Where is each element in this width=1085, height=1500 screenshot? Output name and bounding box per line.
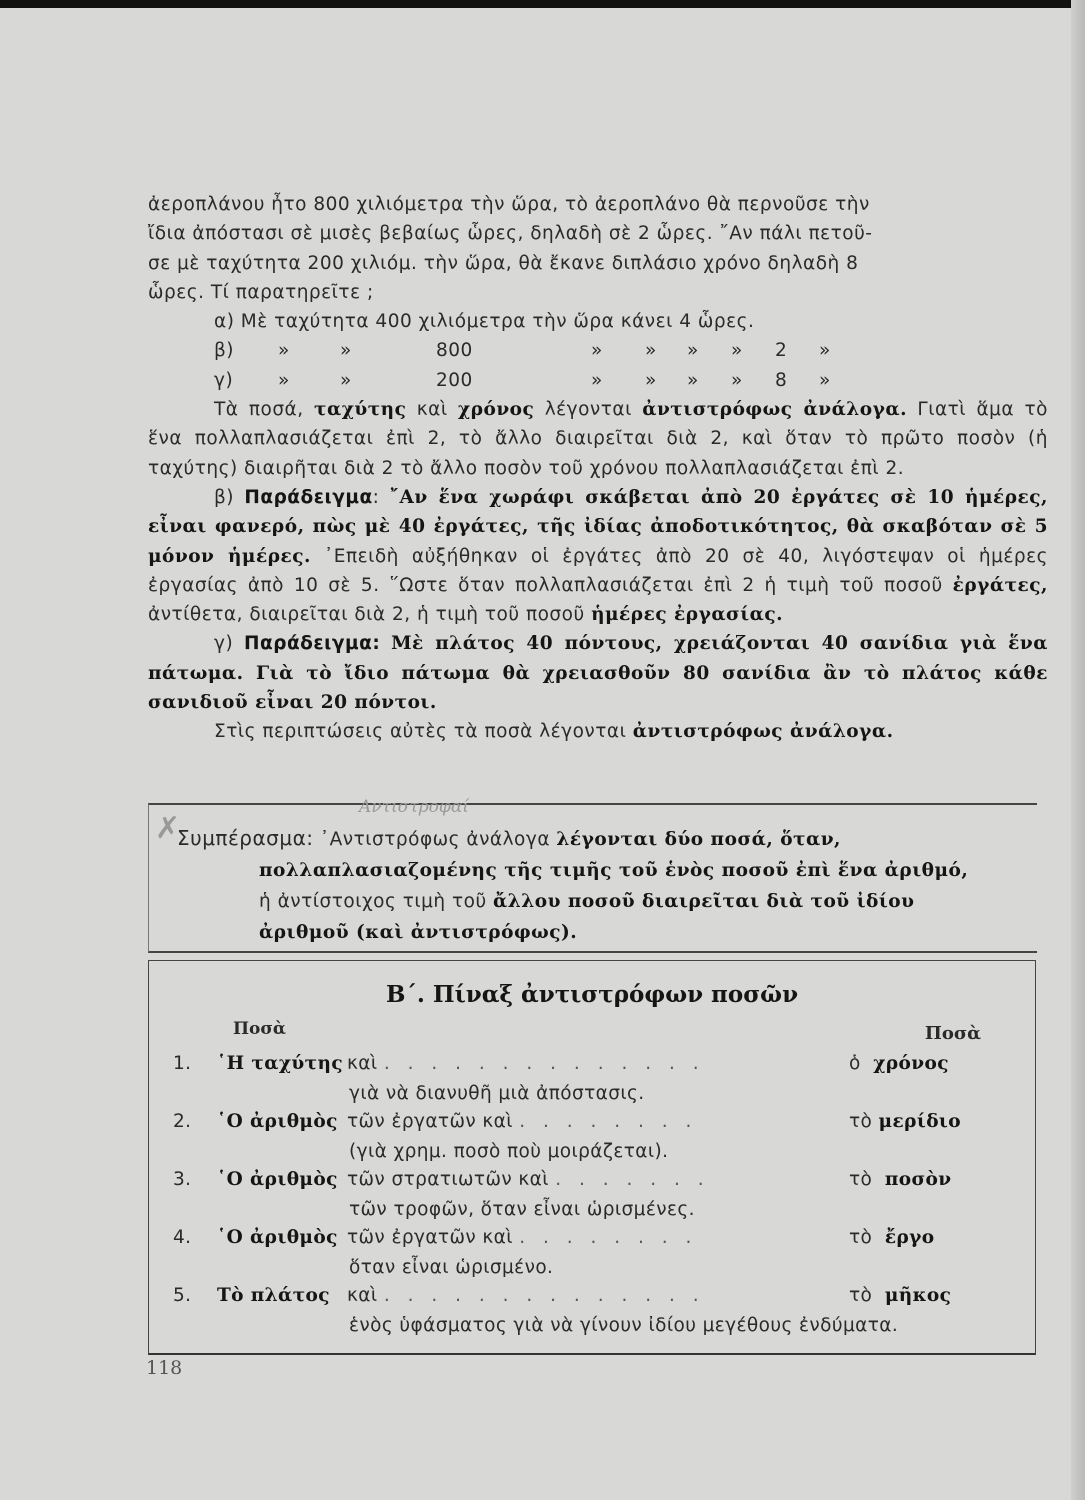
handwritten-cross-mark: ✗ (155, 811, 181, 846)
p1-line-1: ἀεροπλάνου ἦτο 800 χιλιόμετρα τὴν ὥρα, τὸ ἀεροπλάνο θὰ περνοῦσε τὴν (148, 194, 870, 215)
column-header-left: Ποσὰ (233, 1019, 287, 1039)
paragraph-1 (148, 190, 1048, 307)
scan-top-border (0, 0, 1085, 8)
conclusion-line-1: Συμπέρασμα: ᾽Αντιστρόφως ἀνάλογα λέγονται δύο ποσά, ὅταν, (177, 826, 841, 850)
table-row: 4. ῾Ο ἀριθμὸς τῶν ἐργατῶν καὶ . . . . . . . . τὸ ἔργο (173, 1227, 935, 1248)
paragraph-summary-line: Στὶς περιπτώσεις αὐτὲς τὰ ποσὰ λέγονται ἀντιστρόφως ἀνάλογα. (214, 721, 894, 743)
conclusion-line-3: ἡ ἀντίστοιχος τιμὴ τοῦ ἄλλου ποσοῦ διαιρεῖται διὰ τοῦ ἰδίου (259, 891, 915, 912)
list-item-gamma: γ) » » 200 » » » » 8 » (214, 369, 831, 391)
table-title: Β΄. Πίναξ ἀντιστρόφων ποσῶν (385, 981, 799, 1008)
conclusion-line-4: ἀριθμοῦ (καὶ ἀντιστρόφως). (259, 922, 578, 943)
paragraph-example-gamma: γ) Παράδειγμα: Μὲ πλάτος 40 πόντους, χρειάζονται 40 σανίδια γιὰ ἕνα πάτωμα. Γιὰ τὸ ἴδιο πάτωμα θὰ χρειασθοῦν 80 σανίδια ἂν τὸ πλάτος κάθε σανιδιοῦ εἶναι 20 πόντοι. (148, 633, 1048, 714)
paragraph-2: Τὰ ποσά, ταχύτης καὶ χρόνος λέγονται ἀντιστρόφως ἀνάλογα. Γιατὶ ἅμα τὸ ἕνα πολλαπλασιάζεται ἐπὶ 2, τὸ ἄλλο διαιρεῖται διὰ 2, καὶ ὅταν τὸ πρῶτο ποσὸν (ἡ ταχύτης) διαιρῆται διὰ 2 τὸ ἄλλο ποσὸν τοῦ χρόνου πολλαπλασιάζεται ἐπὶ 2. (148, 399, 1048, 479)
table-row: 3. ῾Ο ἀριθμὸς τῶν στρατιωτῶν καὶ . . . . . . . τὸ ποσὸν (173, 1169, 952, 1190)
table-row-detail: τῶν τροφῶν, ὅταν εἶναι ὡρισμένες. (349, 1199, 695, 1220)
table-row-detail: (γιὰ χρημ. ποσὸ ποὺ μοιράζεται). (349, 1141, 669, 1162)
table-row-detail: γιὰ νὰ διανυθῆ μιὰ ἀπόστασις. (349, 1083, 645, 1104)
table-row: 1. ῾Η ταχύτης καὶ . . . . . . . . . . . . . . ὁ χρόνος (173, 1053, 949, 1074)
p1-line-2: ἴδια ἀπόστασι σὲ μισὲς βεβαίως ὧρες, δηλαδὴ σὲ 2 ὧρες. ῎Αν πάλι πετοῦ- (148, 223, 873, 245)
list-item-alpha: α) Μὲ ταχύτητα 400 χιλιόμετρα τὴν ὥρα κάνει 4 ὧρες. (214, 311, 755, 333)
conclusion-line-2: πολλαπλασιαζομένης τῆς τιμῆς τοῦ ἑνὸς ποσοῦ ἐπὶ ἕνα ἀριθμό, (259, 860, 969, 881)
leader-dots: . . . . . . . . . . . . . . (383, 1285, 705, 1306)
conclusion-box (148, 797, 1037, 953)
p1-line-4: ὧρες. Τί παρατηρεῖτε ; (148, 281, 374, 303)
page-body (148, 190, 1048, 747)
column-header-right: Ποσὰ (924, 1023, 981, 1044)
list-item-beta: β) » » 800 » » » » 2 » (214, 340, 831, 362)
paragraph-example-beta: β) Παράδειγμα: ῎Αν ἕνα χωράφι σκάβεται ἀπὸ 20 ἐργάτες σὲ 10 ἡμέρες, εἶναι φανερό, πὼς μὲ 40 ἐργάτες, τῆς ἰδίας ἀποδοτικότητος, θὰ σκαβόταν σὲ 5 μόνον ἡμέρες. ᾽Επειδὴ αὐξήθηκαν οἱ ἐργάτες ἀπὸ 20 σὲ 40, λιγόστεψαν οἱ ἡμέρες ἐργασίας ἀπὸ 10 σὲ 5. ῞Ωστε ὅταν πολλαπλασιάζεται ἐπὶ 2 ἡ τιμὴ τοῦ ποσοῦ ἐργάτες, ἀντίθετα, διαιρεῖται διὰ 2, ἡ τιμὴ τοῦ ποσοῦ ἡμέρες ἐργασίας. (148, 486, 1048, 626)
table-row-detail: ὅταν εἶναι ὡρισμένο. (349, 1257, 554, 1278)
table-inverse-quantities (148, 960, 1036, 1355)
table-row: 5. Τὸ πλάτος καὶ . . . . . . . . . . . . . . τὸ μῆκος (173, 1285, 952, 1306)
leader-dots: . . . . . . . . (519, 1227, 698, 1248)
scan-right-edge (1071, 0, 1085, 1500)
leader-dots: . . . . . . . (555, 1169, 710, 1190)
p1-line-3: σε μὲ ταχύτητα 200 χιλιόμ. τὴν ὥρα, θὰ ἔκανε διπλάσιο χρόνο δηλαδὴ 8 (148, 252, 859, 274)
page-number: 118 (146, 1357, 183, 1379)
handwritten-note: Αντιστροφαί (359, 797, 469, 817)
conclusion-label: Συμπέρασμα: (177, 826, 314, 850)
table-row: 2. ῾Ο ἀριθμὸς τῶν ἐργατῶν καὶ . . . . . . . . τὸ μερίδιο (173, 1111, 962, 1132)
table-row-detail: ἑνὸς ὑφάσματος γιὰ νὰ γίνουν ἰδίου μεγέθους ἐνδύματα. (349, 1315, 899, 1336)
leader-dots: . . . . . . . . . . . . . . (383, 1053, 705, 1074)
leader-dots: . . . . . . . . (519, 1111, 698, 1132)
